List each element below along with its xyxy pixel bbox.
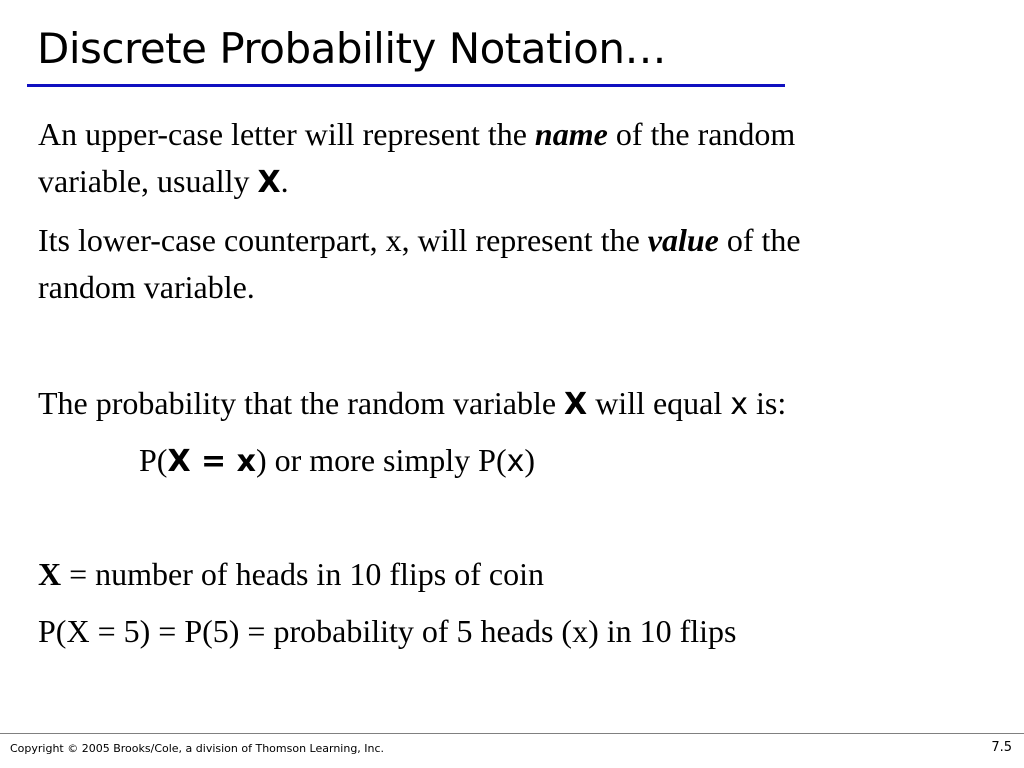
text: variable, usually: [38, 163, 258, 199]
text: .: [280, 163, 289, 199]
title-underline: [27, 84, 785, 87]
text: is:: [748, 385, 787, 421]
paragraph-value-definition: [38, 217, 801, 311]
footer-divider: [0, 733, 1024, 734]
text: An upper-case letter will represent the: [38, 116, 535, 152]
emphasis-value: value: [647, 222, 719, 258]
symbol-x: x: [506, 444, 525, 479]
slide-number: 7.5: [991, 740, 1012, 755]
paragraph-name-definition: [38, 111, 795, 206]
symbol-X: X: [257, 165, 281, 200]
symbol-X: X: [38, 556, 62, 592]
emphasis-name: name: [534, 116, 608, 152]
symbol-X: X: [564, 387, 588, 422]
text: will equal: [587, 385, 731, 421]
copyright-text: Copyright © 2005 Brooks/Cole, a division of Thomson Learning, Inc.: [10, 742, 385, 755]
text: of the random: [607, 116, 796, 152]
text: of the: [718, 222, 801, 258]
text: = number of heads in 10 flips of coin: [61, 556, 544, 592]
text: P(: [139, 442, 168, 478]
slide-title: Discrete Probability Notation…: [37, 24, 666, 73]
text: ): [524, 442, 536, 478]
line-1: [38, 217, 801, 264]
paragraph-probability: [38, 380, 786, 428]
formula-X-equals-x: X = x: [167, 444, 256, 479]
line-2: [38, 158, 795, 206]
example-probability: P(X = 5) = P(5) = probability of 5 heads (x) in 10 flips: [38, 613, 737, 649]
text: ) or more simply P(: [255, 442, 507, 478]
line-2: random variable.: [38, 269, 255, 305]
symbol-x: x: [730, 387, 749, 422]
line-1: [38, 111, 795, 158]
formula-line: [139, 437, 535, 485]
text: The probability that the random variable: [38, 385, 565, 421]
text: Its lower-case counterpart, x, will represent the: [38, 222, 648, 258]
example-definition: [38, 551, 544, 598]
